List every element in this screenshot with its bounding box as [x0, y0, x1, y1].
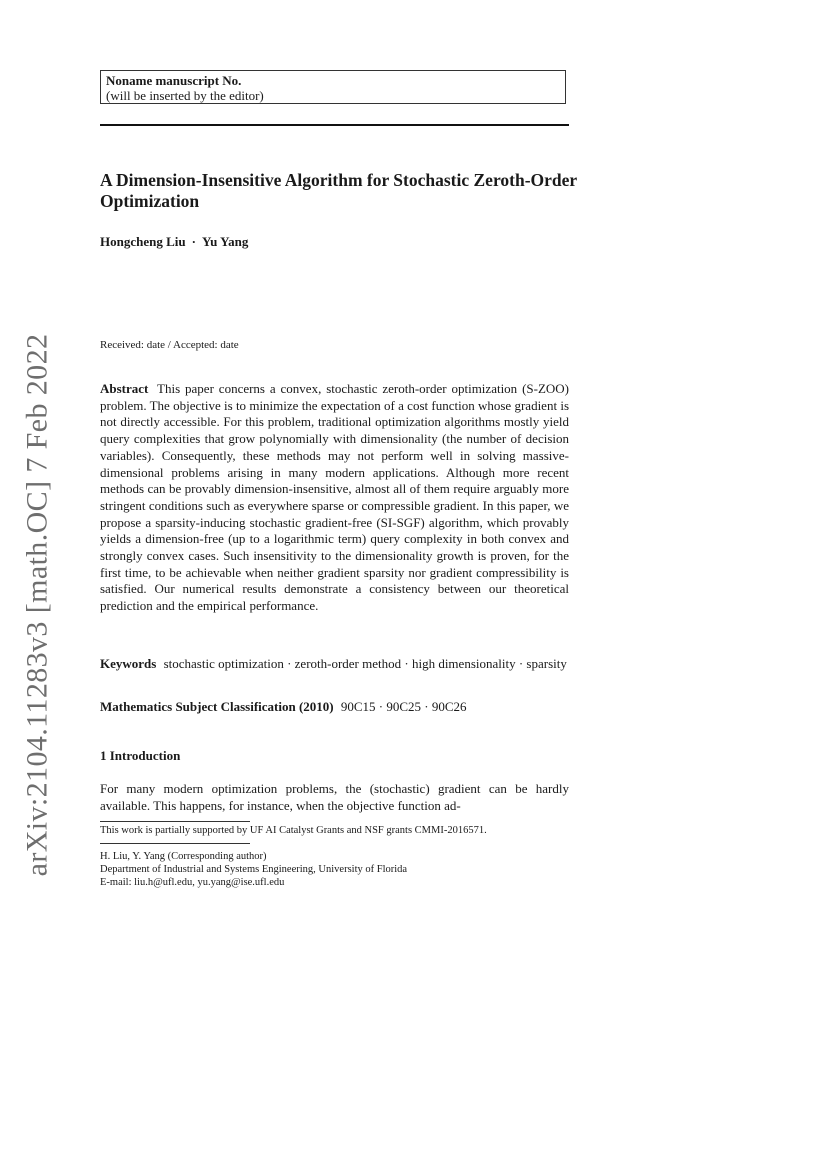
section-heading: [100, 748, 180, 764]
editor-box: [100, 70, 566, 104]
author-list: [100, 234, 248, 250]
abstract-text: This paper concerns a convex, stochastic zeroth-order optimization (S-ZOO) problem. The objective is to minimize the expectation of a cost function whose gradient is not directly accessible. For this problem, traditional optimization algorithms mostly yield query complexities that grow polynomially with dimensionality (the number of decision variables). Consequently, these methods may not perform well in solving massive-dimensional problems arising in many modern applications. Although more recent methods can be provably dimension-insensitive, almost all of them require arguably more stringent conditions such as everywhere sparse or compressible gradient. In this paper, we propose a sparsity-inducing stochastic gradient-free (SI-SGF) algorithm, which provably yields a dimension-free (up to a logarithmic term) query complexity in both convex and strongly convex cases. Such insensitivity to the dimensionality growth is proven, for the first time, to be achievable when neither gradient sparsity nor gradient compressibility is satisfied. Our numerical results demonstrate a consistency between our theoretical prediction and the empirical performance.: [100, 381, 570, 614]
arxiv-id: arXiv:2104.11283v3 [math.OC] 7 Feb 2022: [20, 333, 53, 877]
arxiv-stamp: [8, 333, 66, 877]
affiliation-email: E-mail: liu.h@ufl.edu, yu.yang@ise.ufl.edu: [100, 877, 285, 888]
funding-footnote: This work is partially supported by UF AI Catalyst Grants and NSF grants CMMI-2016571.: [100, 825, 487, 836]
section-title: Introduction: [109, 748, 181, 763]
affiliation-block: [100, 850, 407, 889]
keywords: [100, 656, 569, 673]
keywords-label: Keywords: [100, 656, 157, 671]
affiliation-rule: [100, 843, 250, 844]
author: Yu Yang: [201, 234, 249, 249]
msc-text: 90C15 · 90C25 · 90C26: [340, 699, 467, 714]
msc-classification: [100, 699, 467, 715]
affiliation-department: Department of Industrial and Systems Engineering, University of Florida: [100, 864, 408, 875]
footnote-rule: [100, 821, 250, 822]
header-rule: [100, 124, 569, 126]
introduction-text: For many modern optimization problems, the (stochastic) gradient can be hardly available. This happens, for instance, when the objective function ad-: [100, 781, 569, 813]
paper-title: A Dimension-Insensitive Algorithm for Stochastic Zeroth-Order Optimization: [100, 170, 577, 211]
received-date: Received: date / Accepted: date: [100, 339, 239, 351]
manuscript-number: Noname manuscript No.: [106, 73, 242, 88]
abstract-label: Abstract: [100, 381, 149, 396]
author: Hongcheng Liu: [100, 234, 186, 249]
msc-label: Mathematics Subject Classification (2010): [100, 699, 334, 714]
author-separator: ·: [191, 234, 196, 249]
section-number: 1: [100, 748, 107, 763]
abstract: [100, 381, 569, 615]
editor-note: (will be inserted by the editor): [106, 88, 264, 103]
affiliation-names: H. Liu, Y. Yang (Corresponding author): [100, 851, 267, 862]
keywords-text: stochastic optimization · zeroth-order method · high dimensionality · sparsity: [163, 656, 567, 671]
